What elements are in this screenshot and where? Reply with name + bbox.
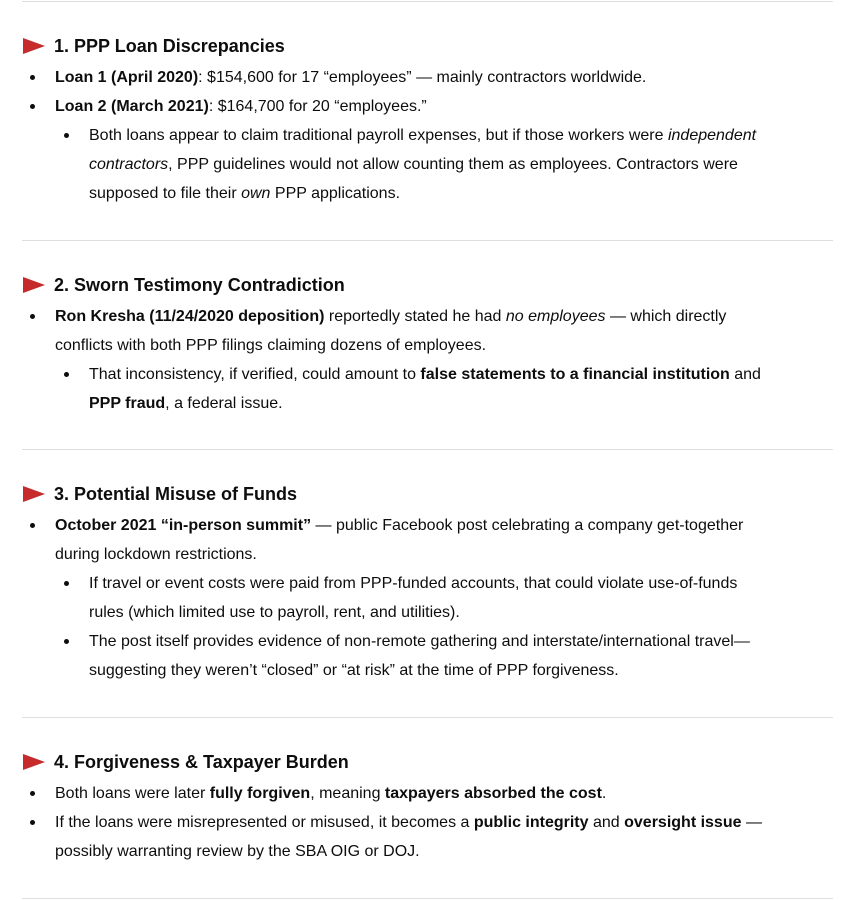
bullet-list [0,302,852,418]
bold-text: public integrity [473,814,589,831]
bullet-dot [30,75,35,80]
text-run: — which directly [605,308,727,325]
text-run: and [588,814,625,831]
bullet-dot [30,314,35,319]
text-run: That inconsistency, if verified, could amount to [89,366,421,383]
bold-text: Ron Kresha (11/24/2020 deposition) [55,308,325,325]
section-divider [22,717,833,718]
text-run: Both loans appear to claim traditional payroll expenses, but if those workers were [89,127,668,144]
loan-1-detail: : $154,600 for 17 “employees” — mainly contractors worldwide. [198,69,647,86]
section-heading [0,273,852,297]
bold-text: oversight issue [624,814,742,831]
list-item [0,302,852,360]
text-run: — public Facebook post celebrating a company get-together [311,517,744,534]
section-misuse-of-funds [0,482,852,685]
list-item [0,121,852,208]
list-item [0,63,852,92]
bold-text: PPP fraud [89,395,166,412]
text-run: The post itself provides evidence of non-remote gathering and interstate/international travel— [89,633,750,650]
text-run: , PPP guidelines would not allow counting them as employees. Contractors were [168,156,738,173]
section-heading [0,482,852,506]
section-title: 1. PPP Loan Discrepancies [54,36,285,56]
text-run: rules (which limited use to payroll, rent, and utilities). [89,604,460,621]
bold-text: taxpayers absorbed the cost [384,785,602,802]
emphasis-text: contractors [89,156,169,173]
section-divider [22,240,833,241]
bullet-list [0,779,852,866]
loan-1-label: Loan 1 (April 2020) [55,69,199,86]
list-item [0,511,852,569]
bullet-list [0,511,852,685]
loan-2-detail: : $164,700 for 20 “employees.” [208,98,427,115]
section-heading [0,750,852,774]
emphasis-text: no employees [505,308,606,325]
text-run: during lockdown restrictions. [55,546,257,563]
bullet-dot [30,104,35,109]
section-forgiveness [0,750,852,866]
red-flag-icon [23,38,45,54]
text-run: , meaning [310,785,385,802]
section-title: 4. Forgiveness & Taxpayer Burden [54,752,349,772]
bullet-dot [64,372,69,377]
emphasis-text: independent [667,127,757,144]
section-ppp-loan-discrepancies [0,34,852,208]
loan-2-label: Loan 2 (March 2021) [55,98,209,115]
text-run: , a federal issue. [165,395,283,412]
bullet-dot [30,791,35,796]
list-item [0,779,852,808]
section-divider [22,898,833,899]
section-divider [22,1,833,2]
text-run: conflicts with both PPP filings claiming dozens of employees. [55,337,487,354]
text-run: and [729,366,761,383]
red-flag-icon [23,486,45,502]
text-run: — [741,814,762,831]
text-run: . [601,785,607,802]
text-run: Both loans were later [55,785,210,802]
section-sworn-testimony [0,273,852,418]
section-title: 3. Potential Misuse of Funds [54,484,298,504]
bold-text: October 2021 “in-person summit” [55,517,312,534]
bullet-dot [64,581,69,586]
list-item [0,808,852,866]
text-run: reportedly stated he had [324,308,506,325]
section-title: 2. Sworn Testimony Contradiction [54,275,345,295]
bold-text: false statements to a financial institution [420,366,730,383]
red-flag-icon [23,754,45,770]
list-item [0,627,852,685]
emphasis-text: own [241,185,271,202]
text-run: possibly warranting review by the SBA OIG or DOJ. [55,843,420,860]
list-item [0,92,852,121]
bullet-dot [64,133,69,138]
text-run: suggesting they weren’t “closed” or “at risk” at the time of PPP forgiveness. [89,662,619,679]
text-run: If the loans were misrepresented or misused, it becomes a [55,814,474,831]
bullet-dot [30,820,35,825]
bold-text: fully forgiven [209,785,311,802]
text-run: If travel or event costs were paid from PPP-funded accounts, that could violate use-of-funds [89,575,738,592]
section-heading [0,34,852,58]
section-divider [22,449,833,450]
text-run: supposed to file their [89,185,242,202]
list-item [0,360,852,418]
text-run: PPP applications. [270,185,401,202]
bullet-list [0,63,852,208]
bullet-dot [30,523,35,528]
list-item [0,569,852,627]
bullet-dot [64,639,69,644]
red-flag-icon [23,277,45,293]
